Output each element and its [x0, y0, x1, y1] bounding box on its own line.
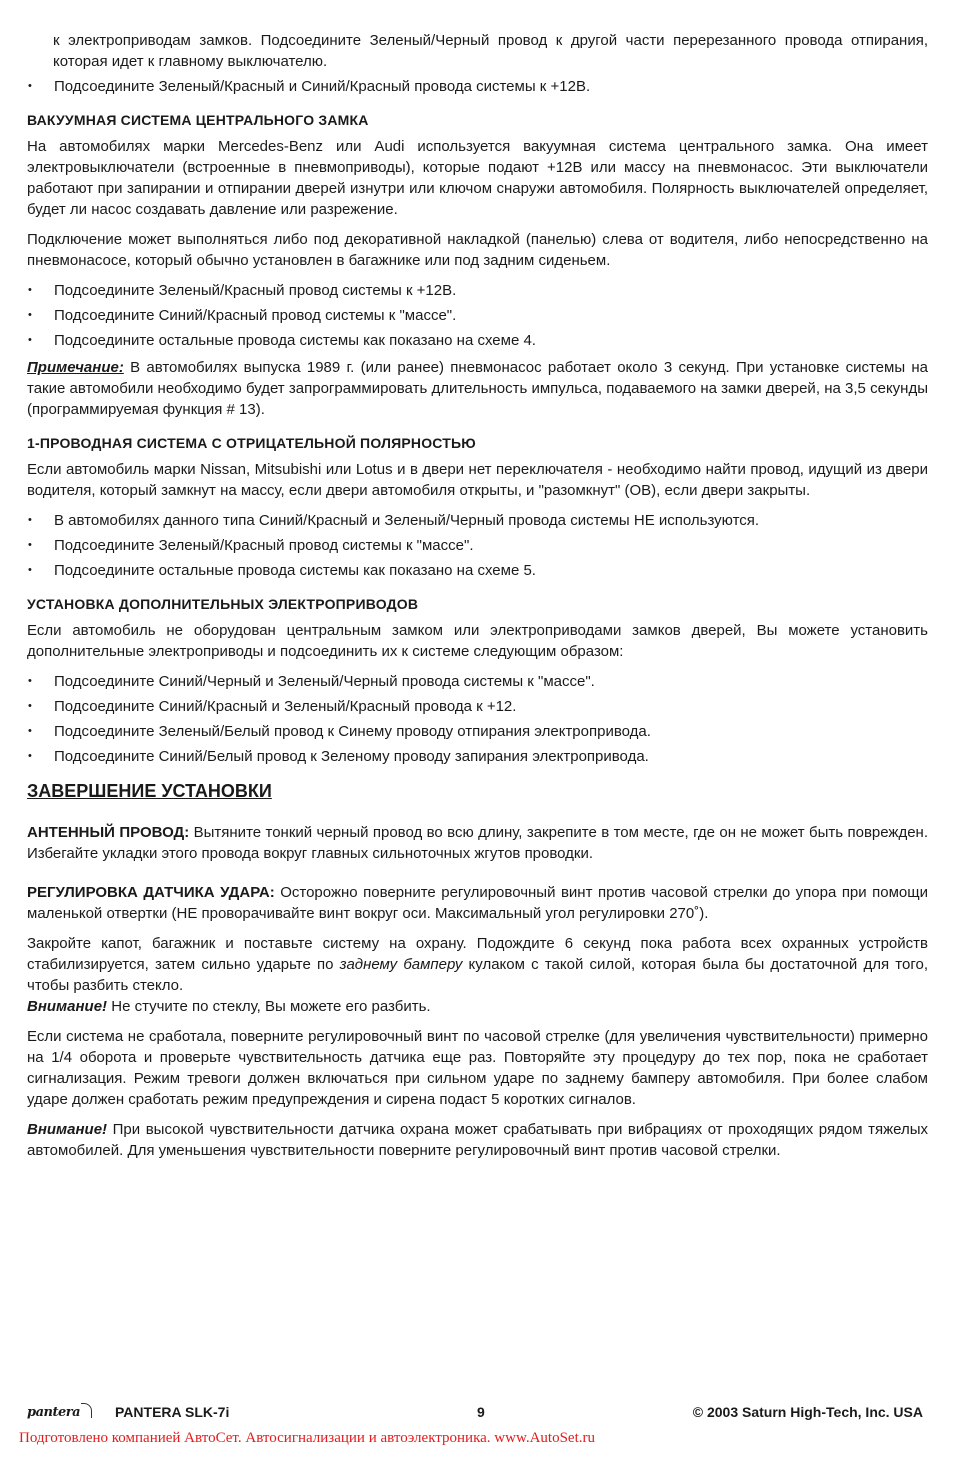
shock-sensor-paragraph — [27, 882, 928, 924]
copyright: © 2003 Saturn High-Tech, Inc. USA — [692, 1404, 923, 1420]
test-text-c: кулаком с такой силой, которая была бы достаточной для того, чтобы разбить стекло. — [27, 956, 928, 994]
actuators-paragraph: Если автомобиль не оборудован центральным замком или электроприводами замков дверей, Вы можете установить дополнительные электроприводы и подсоединить их к системе следующим образом: — [27, 622, 928, 660]
list-item: • Подсоедините остальные провода системы как показано на схеме 4. — [27, 330, 928, 351]
vacuum-bullet-list — [27, 280, 928, 351]
test-text-a: Закройте капот, багажник и поставьте систему на охрану. Подождите 6 секунд пока работа всех охранных устройств стабилизируется, затем сильно ударьте по — [27, 935, 928, 973]
actuators-bullet-list — [27, 671, 928, 767]
warning-label: Внимание! — [27, 998, 108, 1015]
intro-continuation: к электроприводам замков. Подсоедините Зеленый/Черный провод к другой части перерезанного провода отпирания, которая идет к главному выключателю. — [53, 32, 928, 70]
antenna-text: Вытяните тонкий черный провод во всю длину, закрепите в том месте, где он не может быть поврежден. Избегайте укладки этого провода вокруг главных сильноточных жгутов проводки. — [27, 824, 929, 862]
warning-label: Внимание! — [27, 1121, 108, 1138]
page-number: 9 — [477, 1404, 485, 1420]
section-heading-actuators: УСТАНОВКА ДОПОЛНИТЕЛЬНЫХ ЭЛЕКТРОПРИВОДОВ — [27, 596, 419, 612]
warning-2 — [27, 1119, 928, 1161]
list-item: • Подсоедините остальные провода системы как показано на схеме 5. — [27, 560, 928, 581]
list-item: • Подсоедините Зеленый/Красный и Синий/Красный провода системы к +12В. — [27, 76, 928, 97]
logo-swoosh-icon — [81, 1403, 92, 1418]
warning-text: Не стучите по стеклу, Вы можете его разбить. — [107, 998, 431, 1015]
list-item: • Подсоедините Синий/Черный и Зеленый/Черный провода системы к "массе". — [27, 671, 928, 692]
credit-line: Подготовлено компанией АвтоСет. Автосигнализации и автоэлектроника. www.AutoSet.ru — [19, 1430, 595, 1446]
vacuum-note — [27, 357, 928, 420]
single-wire-bullet-list — [27, 510, 928, 581]
vacuum-paragraph-2: Подключение может выполняться либо под декоративной накладкой (панелью) слева от водителя, либо непосредственно на пневмонасосе, который обычно установлен в багажнике или под задним сиденьем. — [27, 231, 928, 269]
note-label: Примечание: — [27, 359, 124, 376]
antenna-label: АНТЕННЫЙ ПРОВОД: — [27, 824, 190, 841]
page-footer — [27, 1403, 923, 1425]
warning-1 — [27, 996, 928, 1017]
section-heading-vacuum: ВАКУУМНАЯ СИСТЕМА ЦЕНТРАЛЬНОГО ЗАМКА — [27, 112, 369, 128]
product-name: PANTERA SLK-7i — [115, 1404, 230, 1420]
test-paragraph — [27, 933, 928, 996]
intro-bullet-list — [27, 76, 928, 97]
shock-label: РЕГУЛИРОВКА ДАТЧИКА УДАРА: — [27, 884, 275, 901]
section-heading-completion: ЗАВЕРШЕНИЕ УСТАНОВКИ — [27, 781, 272, 801]
logo-text: pantera — [27, 1405, 81, 1420]
list-item: • В автомобилях данного типа Синий/Красный и Зеленый/Черный провода системы НЕ используются. — [27, 510, 928, 531]
list-item: • Подсоедините Зеленый/Белый провод к Синему проводу отпирания электропривода. — [27, 721, 928, 742]
warning-text: При высокой чувствительности датчика охрана может срабатывать при вибрациях от проходящих рядом тяжелых автомобилей. Для уменьшения чувствительности поверните регулировочный винт против часовой стрелки. — [27, 1121, 928, 1159]
list-item: • Подсоедините Синий/Красный и Зеленый/Красный провода к +12. — [27, 696, 928, 717]
single-wire-paragraph: Если автомобиль марки Nissan, Mitsubishi или Lotus и в двери нет переключателя - необходимо найти провод, идущий из двери водителя, который замкнут на массу, если двери автомобиля открыты, и "разомкнут" (ОВ), если двери закрыты. — [27, 461, 928, 499]
list-item: • Подсоедините Зеленый/Красный провод системы к "массе". — [27, 535, 928, 556]
pantera-logo — [27, 1403, 92, 1420]
shock-text: Осторожно поверните регулировочный винт против часовой стрелки до упора при помощи маленькой отвертки (НЕ проворачивайте винт вокруг оси. Максимальный угол регулировки 270˚). — [27, 884, 928, 922]
adjust-paragraph: Если система не сработала, поверните регулировочный винт по часовой стрелке (для увеличения чувствительности) примерно на 1/4 оборота и проверьте чувствительность датчика еще раз. Повторяйте эту процедуру до тех пор, пока не сработает сигнализация. Режим тревоги должен включаться при сильном ударе по заднему бамперу автомобиля. При более слабом ударе должен сработать режим предупреждения и сирена подаст 5 коротких сигналов. — [27, 1028, 928, 1108]
note-text: В автомобилях выпуска 1989 г. (или ранее) пневмонасос работает около 3 секунд. При установке системы на такие автомобили необходимо будет запрограммировать длительность импульса, подаваемого на замки дверей, на 3,5 секунды (программируемая функция # 13). — [27, 359, 928, 418]
list-item: • Подсоедините Зеленый/Красный провод системы к +12В. — [27, 280, 928, 301]
vacuum-paragraph-1: На автомобилях марки Mercedes-Benz или Audi используется вакуумная система центрального замка. Она имеет электровыключатели (встроенные в пневмоприводы), которые подают +12В или массу на пневмонасос. Эти выключатели работают при запирании и отпирании дверей изнутри или ключом снаружи автомобиля. Полярность выключателей определяет, будет ли насос создавать давление или разрежение. — [27, 138, 928, 218]
list-item: • Подсоедините Синий/Белый провод к Зеленому проводу запирания электропривода. — [27, 746, 928, 767]
antenna-paragraph — [27, 822, 928, 864]
list-item: • Подсоедините Синий/Красный провод системы к "массе". — [27, 305, 928, 326]
document-body — [27, 30, 928, 1170]
test-text-emphasis: заднему бамперу — [339, 956, 463, 973]
section-heading-single-wire: 1-ПРОВОДНАЯ СИСТЕМА С ОТРИЦАТЕЛЬНОЙ ПОЛЯРНОСТЬЮ — [27, 435, 476, 451]
